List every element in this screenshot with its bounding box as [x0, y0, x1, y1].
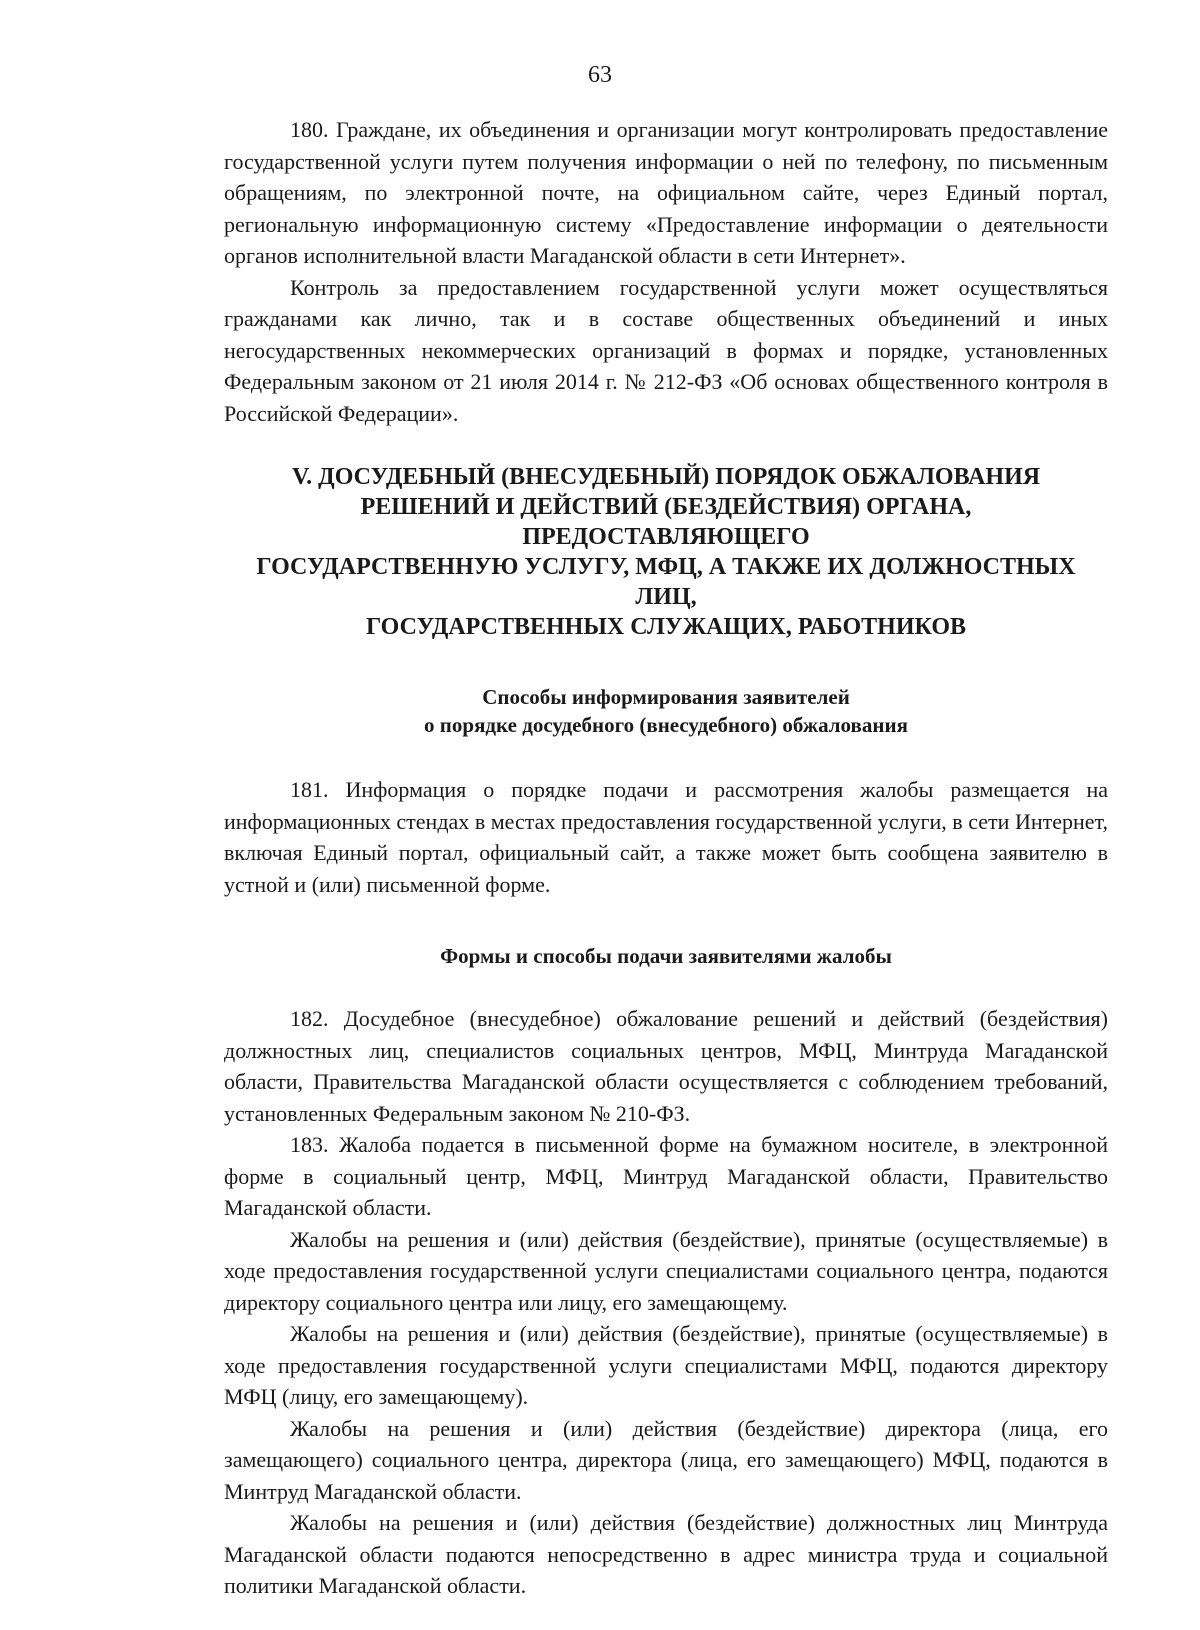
paragraph-complaints-directors: Жалобы на решения и (или) действия (бездействие) директора (лица, его замещающего) социального центра, директора (лица, его замещающего) МФЦ, подаются в Минтруд Магаданской области. — [224, 1415, 1108, 1504]
subheading-informing-methods — [224, 683, 1108, 739]
paragraph-183: 183. Жалоба подается в письменной форме на бумажном носителе, в электронной форме в социальный центр, МФЦ, Минтруд Магаданской области, Правительство Магаданской области. — [224, 1132, 1108, 1220]
paragraph-181: 181. Информация о порядке подачи и рассмотрения жалобы размещается на информационных стендах в местах предоставления государственной услуги, в сети Интернет, включая Единый портал, официальный сайт, а также может быть сообщена заявителю в устной и (или) письменной форме. — [224, 777, 1108, 897]
paragraph-180: 180. Граждане, их объединения и организации могут контролировать предоставление государственной услуги путем получения информации о ней по телефону, по письменным обращениям, по электронной почте, на официальном сайте, через Единый портал, региональную информационную систему «Предоставление информации о деятельности органов исполнительной власти Магаданской области в сети Интернет». — [224, 117, 1108, 268]
paragraph-182: 182. Досудебное (внесудебное) обжалование решений и действий (бездействия) должностных лиц, специалистов социальных центров, МФЦ, Минтруда Магаданской области, Правительства Магаданской области осуществляется с соблюдением требований, установленных Федеральным законом № 210-ФЗ. — [224, 1006, 1108, 1126]
paragraph-complaints-social-center: Жалобы на решения и (или) действия (бездействие), принятые (осуществляемые) в ходе предоставления государственной услуги специалистами социального центра, подаются директору социального центра или лицу, его замещающему. — [224, 1226, 1108, 1315]
document-body — [224, 114, 1108, 1602]
subheading-complaint-forms — [224, 942, 1108, 970]
paragraph-complaints-mfc: Жалобы на решения и (или) действия (бездействие), принятые (осуществляемые) в ходе предоставления государственной услуги специалистами МФЦ, подаются директору МФЦ (лицу, его замещающему). — [224, 1321, 1108, 1409]
subheading-line: Способы информирования заявителей — [482, 685, 850, 709]
section-heading-line: ГОСУДАРСТВЕННУЮ УСЛУГУ, МФЦ, А ТАКЖЕ ИХ ДОЛЖНОСТНЫХ ЛИЦ, — [256, 554, 1076, 610]
page-number: 63 — [588, 62, 612, 88]
subheading-line: Формы и способы подачи заявителями жалобы — [440, 944, 892, 968]
subheading-line: о порядке досудебного (внесудебного) обжалования — [424, 713, 908, 737]
section-heading-line: V. ДОСУДЕБНЫЙ (ВНЕСУДЕБНЫЙ) ПОРЯДОК ОБЖАЛОВАНИЯ — [291, 464, 1041, 490]
section-heading-line: РЕШЕНИЙ И ДЕЙСТВИЙ (БЕЗДЕЙСТВИЯ) ОРГАНА, ПРЕДОСТАВЛЯЮЩЕГО — [360, 494, 972, 550]
section-heading-line: ГОСУДАРСТВЕННЫХ СЛУЖАЩИХ, РАБОТНИКОВ — [366, 614, 966, 640]
paragraph-complaints-ministry: Жалобы на решения и (или) действия (бездействие) должностных лиц Минтруда Магаданской области подаются непосредственно в адрес министра труда и социальной политики Магаданской области. — [224, 1510, 1108, 1598]
section-v-heading — [224, 462, 1108, 642]
paragraph-public-control: Контроль за предоставлением государственной услуги может осуществляться гражданами как лично, так и в составе общественных объединений и иных негосударственных некоммерческих организаций в формах и порядке, установленных Федеральным законом от 21 июля 2014 г. № 212-ФЗ «Об основах общественного контроля в Российской Федерации». — [224, 274, 1108, 426]
